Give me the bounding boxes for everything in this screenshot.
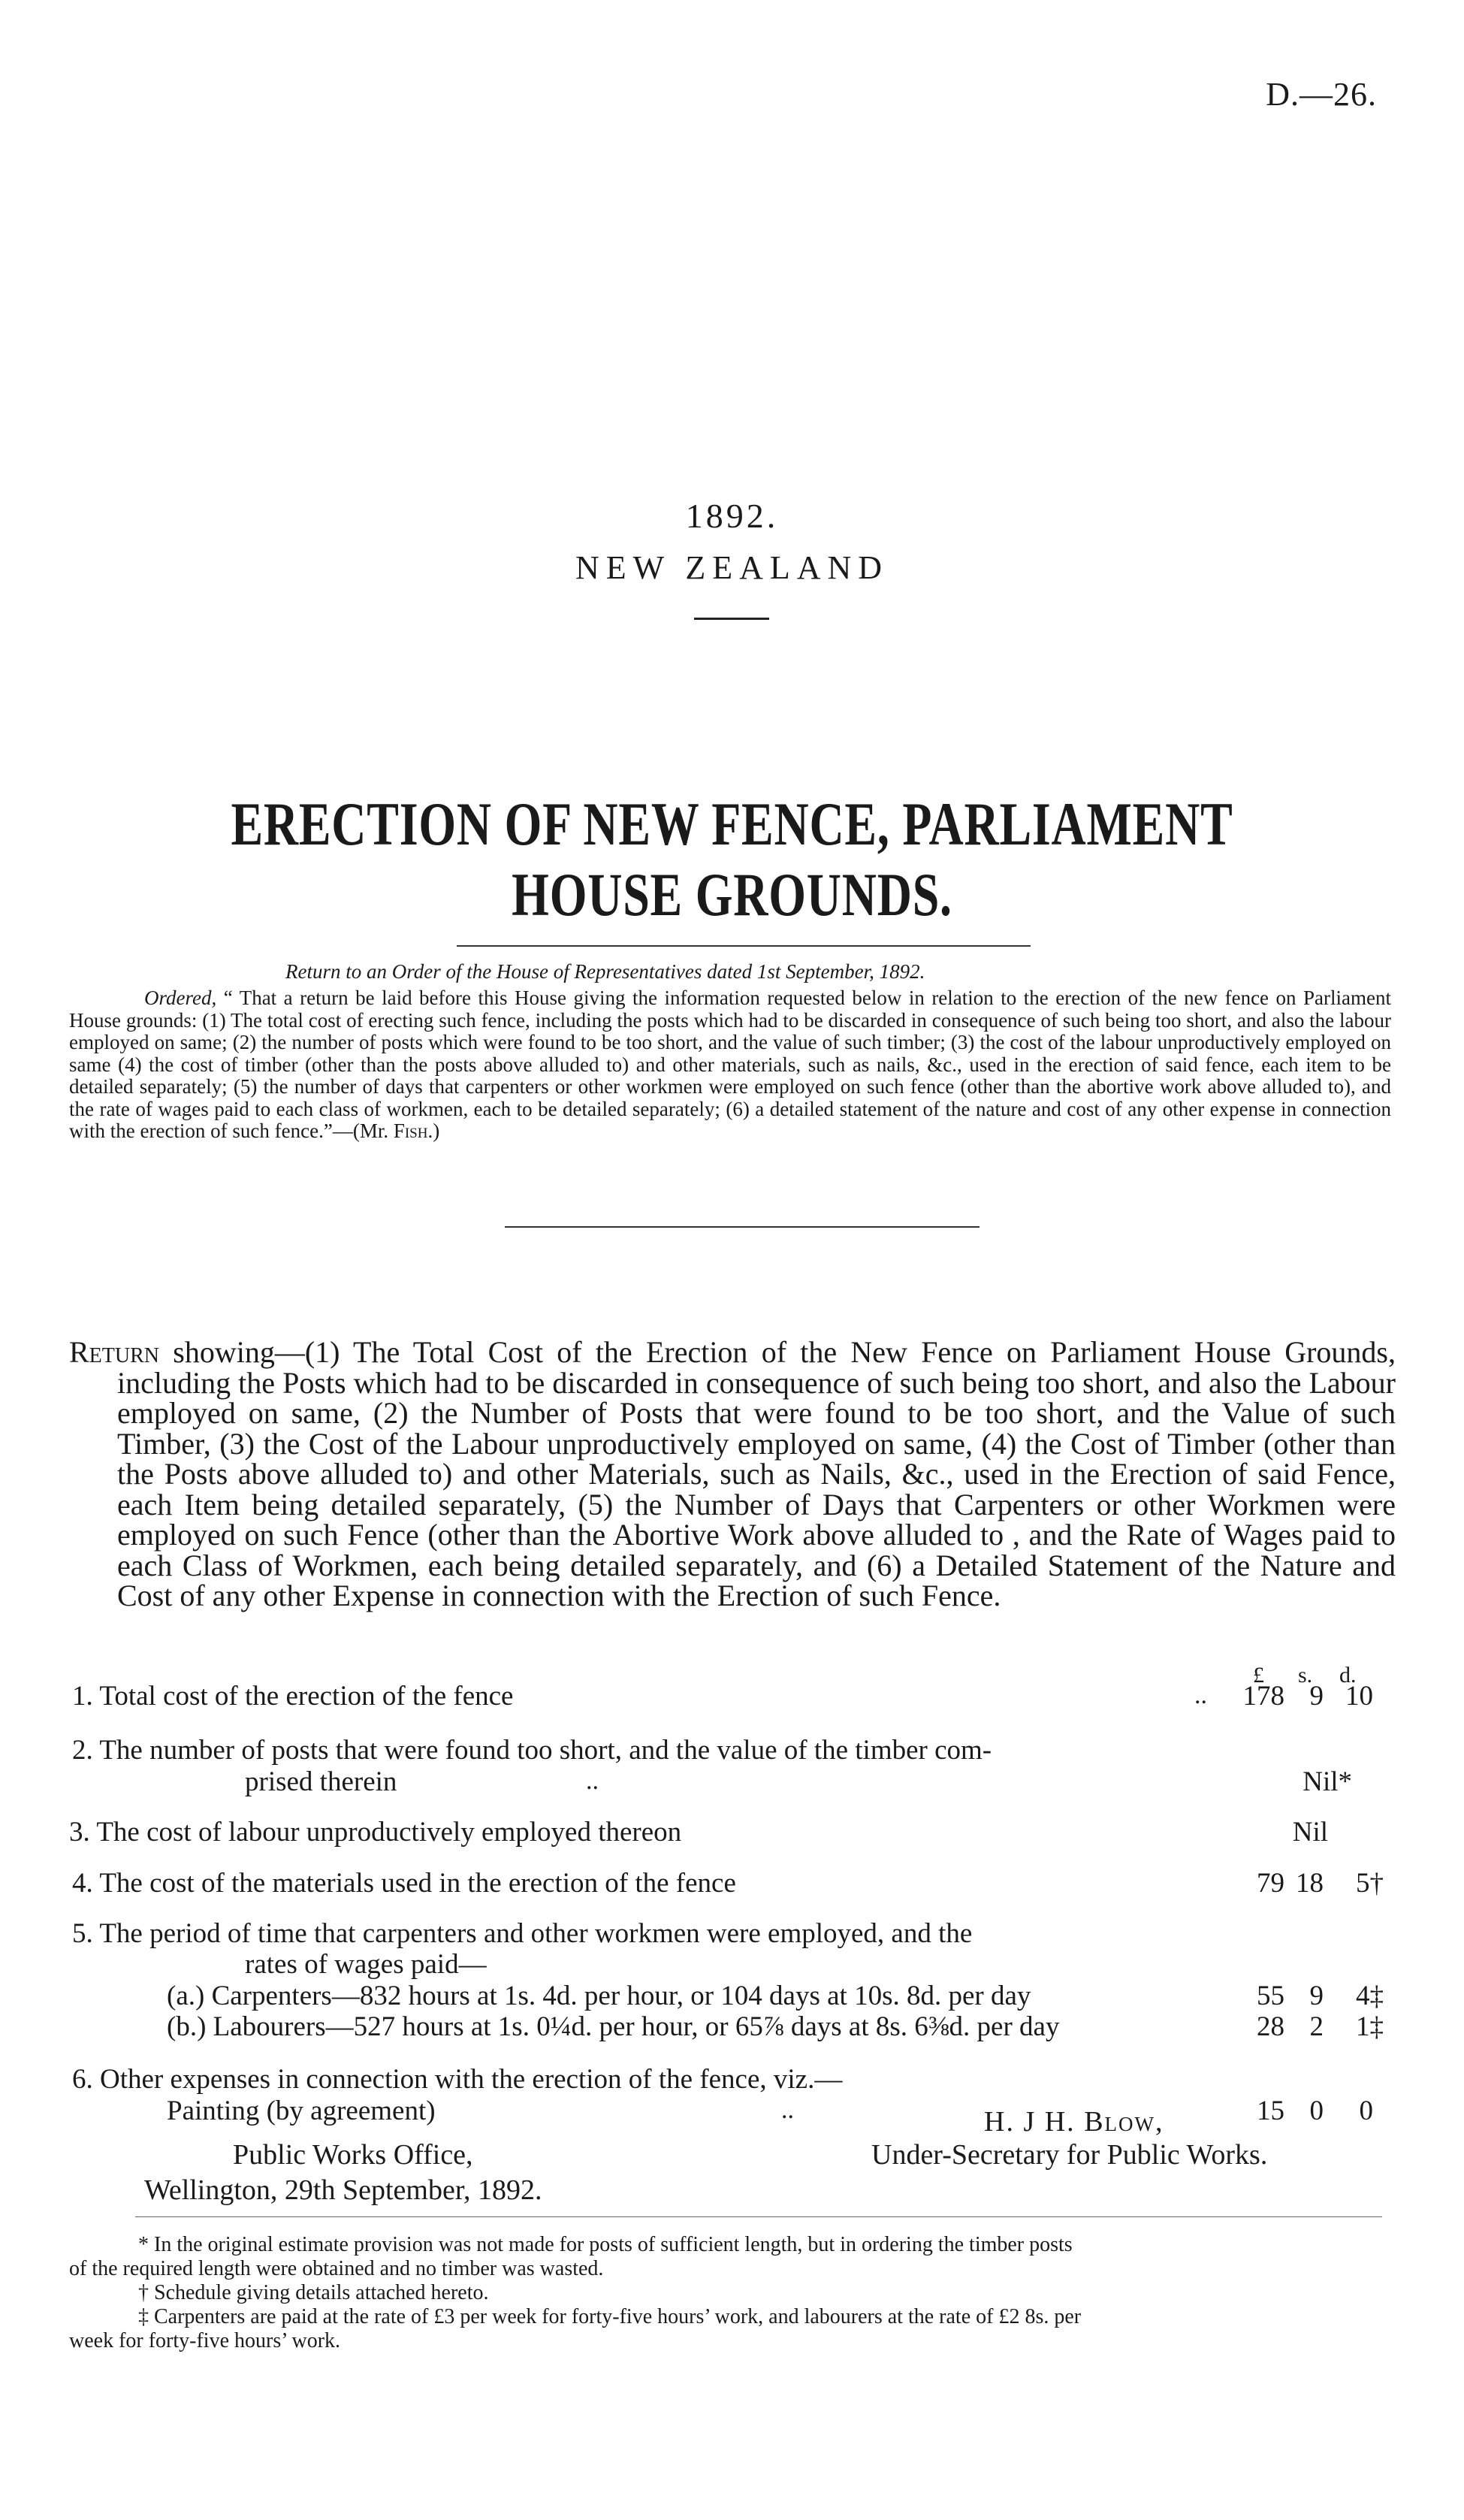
item-5b-shillings: 2 [1309, 2011, 1324, 2042]
item-6-dots: .. [781, 2096, 794, 2124]
item-4-pence: 5† [1356, 1868, 1384, 1899]
return-prefix: Return [69, 1335, 160, 1369]
item-2-value: Nil* [1303, 1766, 1352, 1797]
year-heading: 1892. [685, 497, 779, 535]
ordered-end: .) [427, 1119, 440, 1142]
signatory-title: Under-Secretary for Public Works. [871, 2139, 1268, 2171]
item-5b-label: (b.) Labourers—527 hours at 1s. 0¼d. per hour, or 65⅞ days at 8s. 6⅜d. per day [167, 2011, 1060, 2042]
item-5b-pounds: 28 [1257, 2011, 1284, 2042]
order-paragraph [69, 987, 1391, 1143]
item-5a-pounds: 55 [1257, 1981, 1284, 2011]
return-showing-paragraph [69, 1337, 1396, 1612]
ordered-text: “ That a return be laid before this House giving the information requested below in relation to the erection of the new fence on Parliament House grounds: (1) The total cost of erecting such fence, including the posts which had to be discarded in consequence of such being too short, and also the labour employed on same; (2) the number of posts which were found to be too short, and the value of such timber; (3) the cost of the labour unproductively employed on same (4) the cost of timber (other than the posts above alluded to) and other materials, such as nails, &c., used in the erection of said fence, each item to be detailed separately; (5) the number of days that carpenters or other workmen were employed on such fence (other than the abortive work above alluded to), and the rate of wages paid to each class of workmen, each to be detailed separately; (6) a detailed statement of the nature and cost of any other expense in connection with the erection of such fence.”—(Mr. [69, 987, 1391, 1142]
footnote-star-line-2: of the required length were obtained and no timber was wasted. [69, 2257, 604, 2280]
item-5a-label: (a.) Carpenters—832 hours at 1s. 4d. per hour, or 104 days at 10s. 8d. per day [167, 1981, 1031, 2011]
country-heading: NEW ZEALAND [575, 549, 889, 586]
item-3-value: Nil [1292, 1817, 1328, 1848]
item-5-label: 5. The period of time that carpenters and other workmen were employed, and the [72, 1918, 973, 1949]
item-1-pounds: 178 [1242, 1681, 1284, 1712]
office-name: Public Works Office, [233, 2139, 473, 2171]
item-4-shillings: 18 [1296, 1868, 1324, 1899]
return-order-line: Return to an Order of the House of Representatives dated 1st September, 1892. [285, 960, 925, 983]
item-5a-shillings: 9 [1309, 1981, 1324, 2011]
footnote-rule [135, 2216, 1382, 2217]
item-1-dots: .. [1194, 1682, 1207, 1709]
footnote-dagger: † Schedule giving details attached hereto. [138, 2281, 489, 2304]
signatory-surname: Blow, [1084, 2106, 1164, 2138]
item-6-label-continued: Painting (by agreement) [167, 2095, 436, 2126]
ordered-prefix: Ordered, [144, 987, 217, 1009]
column-header-pounds: £ [1253, 1663, 1264, 1688]
office-place-date: Wellington, 29th September, 1892. [144, 2174, 542, 2206]
footnote-double-dagger-line-2: week for forty-five hours’ work. [69, 2329, 341, 2352]
item-1-shillings: 9 [1309, 1681, 1324, 1712]
return-text: showing—(1) The Total Cost of the Erection of the New Fence on Parliament House Grounds, including the Posts which had to be discarded in consequence of such being too short, and also the Labour employed on same, (2) the Number of Posts that were found to be too short, and the Value of such Timber, (3) the Cost of the Labour unproductively employed on same, (4) the Cost of Timber (other than the Posts above alluded to) and other Materials, such as Nails, &c., used in the Erection of said Fence, each Item being detailed separately, (5) the Number of Days that Carpenters or other Workmen were employed on such Fence (other than the Abortive Work above alluded to , and the Rate of Wages paid to each Class of Workmen, each being detailed separately, and (6) a Detailed Statement of the Nature and Cost of any other Expense in connection with the Erection of such Fence. [117, 1335, 1396, 1612]
column-header-shillings: s. [1298, 1663, 1313, 1688]
page-title: ERECTION OF NEW FENCE, PARLIAMENT HOUSE GROUNDS. [231, 790, 1233, 929]
item-6-pounds: 15 [1257, 2095, 1284, 2126]
document-reference: D.—26. [1266, 76, 1377, 113]
order-top-rule [457, 945, 1031, 947]
column-header-pence: d. [1339, 1663, 1357, 1688]
signatory-name [984, 2105, 1164, 2138]
item-5b-pence: 1‡ [1356, 2011, 1384, 2042]
item-6-shillings: 0 [1309, 2095, 1324, 2126]
item-2-label-continued: prised therein [245, 1766, 397, 1797]
item-4-pounds: 79 [1257, 1868, 1284, 1899]
item-1-label: 1. Total cost of the erection of the fence [72, 1681, 514, 1712]
item-4-label: 4. The cost of the materials used in the erection of the fence [72, 1868, 736, 1899]
item-5-label-continued: rates of wages paid— [245, 1949, 487, 1980]
item-2-label: 2. The number of posts that were found too short, and the value of the timber com- [72, 1735, 992, 1766]
item-2-dots: .. [586, 1767, 599, 1795]
footnote-double-dagger-line-1: ‡ Carpenters are paid at the rate of £3 per week for forty-five hours’ work, and labourers at the rate of £2 8s. per [138, 2305, 1082, 2328]
signatory-initials: H. J H. [984, 2106, 1085, 2138]
item-1-pence: 10 [1345, 1681, 1373, 1712]
order-bottom-rule [505, 1226, 980, 1228]
ordered-mover: Fish [393, 1119, 428, 1142]
item-6-pence: 0 [1359, 2095, 1373, 2126]
heading-rule [694, 618, 769, 620]
item-3-label: 3. The cost of labour unproductively employed thereon [69, 1817, 682, 1848]
item-5a-pence: 4‡ [1356, 1981, 1384, 2011]
item-6-label: 6. Other expenses in connection with the erection of the fence, viz.— [72, 2064, 843, 2095]
footnote-star-line-1: * In the original estimate provision was not made for posts of sufficient length, but in ordering the timber posts [138, 2233, 1073, 2256]
